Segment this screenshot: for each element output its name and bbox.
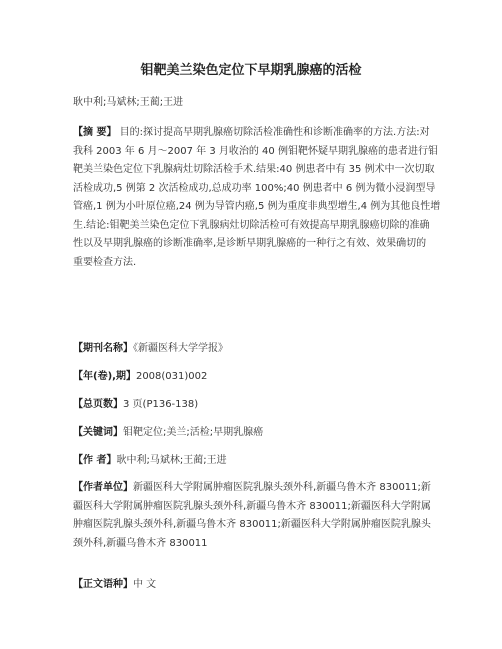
keywords-label: 【关键词】 <box>73 427 123 438</box>
abstract-line: 生.结论:钼靶美兰染色定位下乳腺病灶切除活检可有效提高早期乳腺癌切除的准确 <box>73 219 430 231</box>
affiliation-line <box>73 479 431 498</box>
journal-label: 【期刊名称】 <box>73 343 133 354</box>
paper-title: 钼靶美兰染色定位下早期乳腺癌的活检 <box>140 63 362 78</box>
volume-value: 2008(031)002 <box>135 371 208 382</box>
affiliation-line: 疆医科大学附属肿瘤医院乳腺头颈外科,新疆乌鲁木齐 830011;新疆医科大学附属 <box>73 500 431 512</box>
journal-name: 《新疆医科大学学报》 <box>133 343 228 354</box>
keywords-section <box>73 424 423 443</box>
journal-section <box>73 340 423 359</box>
affiliation-text: 新疆医科大学附属肿瘤医院乳腺头颈外科,新疆乌鲁木齐 830011;新 <box>133 482 431 493</box>
affiliation-line: 颈外科,新疆乌鲁木齐 830011 <box>73 537 208 549</box>
language-label: 【正文语种】 <box>73 579 133 590</box>
volume-section <box>73 368 423 387</box>
abstract-line: 靶美兰染色定位下乳腺病灶切除活检手术.结果:40 例患者中有 35 例术中一次切取 <box>73 164 435 175</box>
abstract-line: 管癌,1 例为小叶原位癌,24 例为导管内癌,5 例为重度非典型增生,4 例为其他良性增 <box>73 201 441 212</box>
abstract-line: 性以及早期乳腺癌的诊断准确率,是诊断早期乳腺癌的一种行之有效、效果确切的 <box>73 238 427 249</box>
affiliation-section <box>73 479 431 553</box>
pages-label: 【总页数】 <box>73 399 123 410</box>
affiliation-line: 肿瘤医院乳腺头颈外科,新疆乌鲁木齐 830011;新疆医科大学附属肿瘤医院乳腺头 <box>73 519 431 530</box>
abstract-line: 我科 2003 年 6 月～2007 年 3 月收治的 40 例钼靶怀疑早期乳腺癌的患者进行钼 <box>73 145 438 157</box>
abstract-section <box>73 124 441 272</box>
pages-section <box>73 396 423 415</box>
author-list: 耿中利;马斌林;王蔺;王进 <box>73 97 184 108</box>
pages-value: 3 页(P136-138) <box>123 399 199 410</box>
abstract-line: 重要检查方法. <box>73 256 137 268</box>
abstract-text: 目的:探讨提高早期乳腺癌切除活检准确性和诊断准确率的方法.方法:对 <box>119 127 430 138</box>
abstract-label: 【摘 要】 <box>73 127 117 138</box>
language-section <box>73 576 423 595</box>
language-value: 中 文 <box>133 579 157 590</box>
volume-label: 【年(卷),期】 <box>73 371 136 382</box>
author-label: 【作 者】 <box>73 455 117 466</box>
affiliation-label: 【作者单位】 <box>73 482 133 493</box>
keywords-value: 钼靶定位;美兰;活检;早期乳腺癌 <box>123 427 264 438</box>
abstract-line <box>73 124 430 143</box>
author-value: 耿中利;马斌林;王蔺;王进 <box>116 455 227 466</box>
abstract-line: 活检成功,5 例第 2 次活检成功,总成功率 100%;40 例患者中 6 例为微小浸润型导 <box>73 182 436 194</box>
author-section <box>73 452 423 471</box>
